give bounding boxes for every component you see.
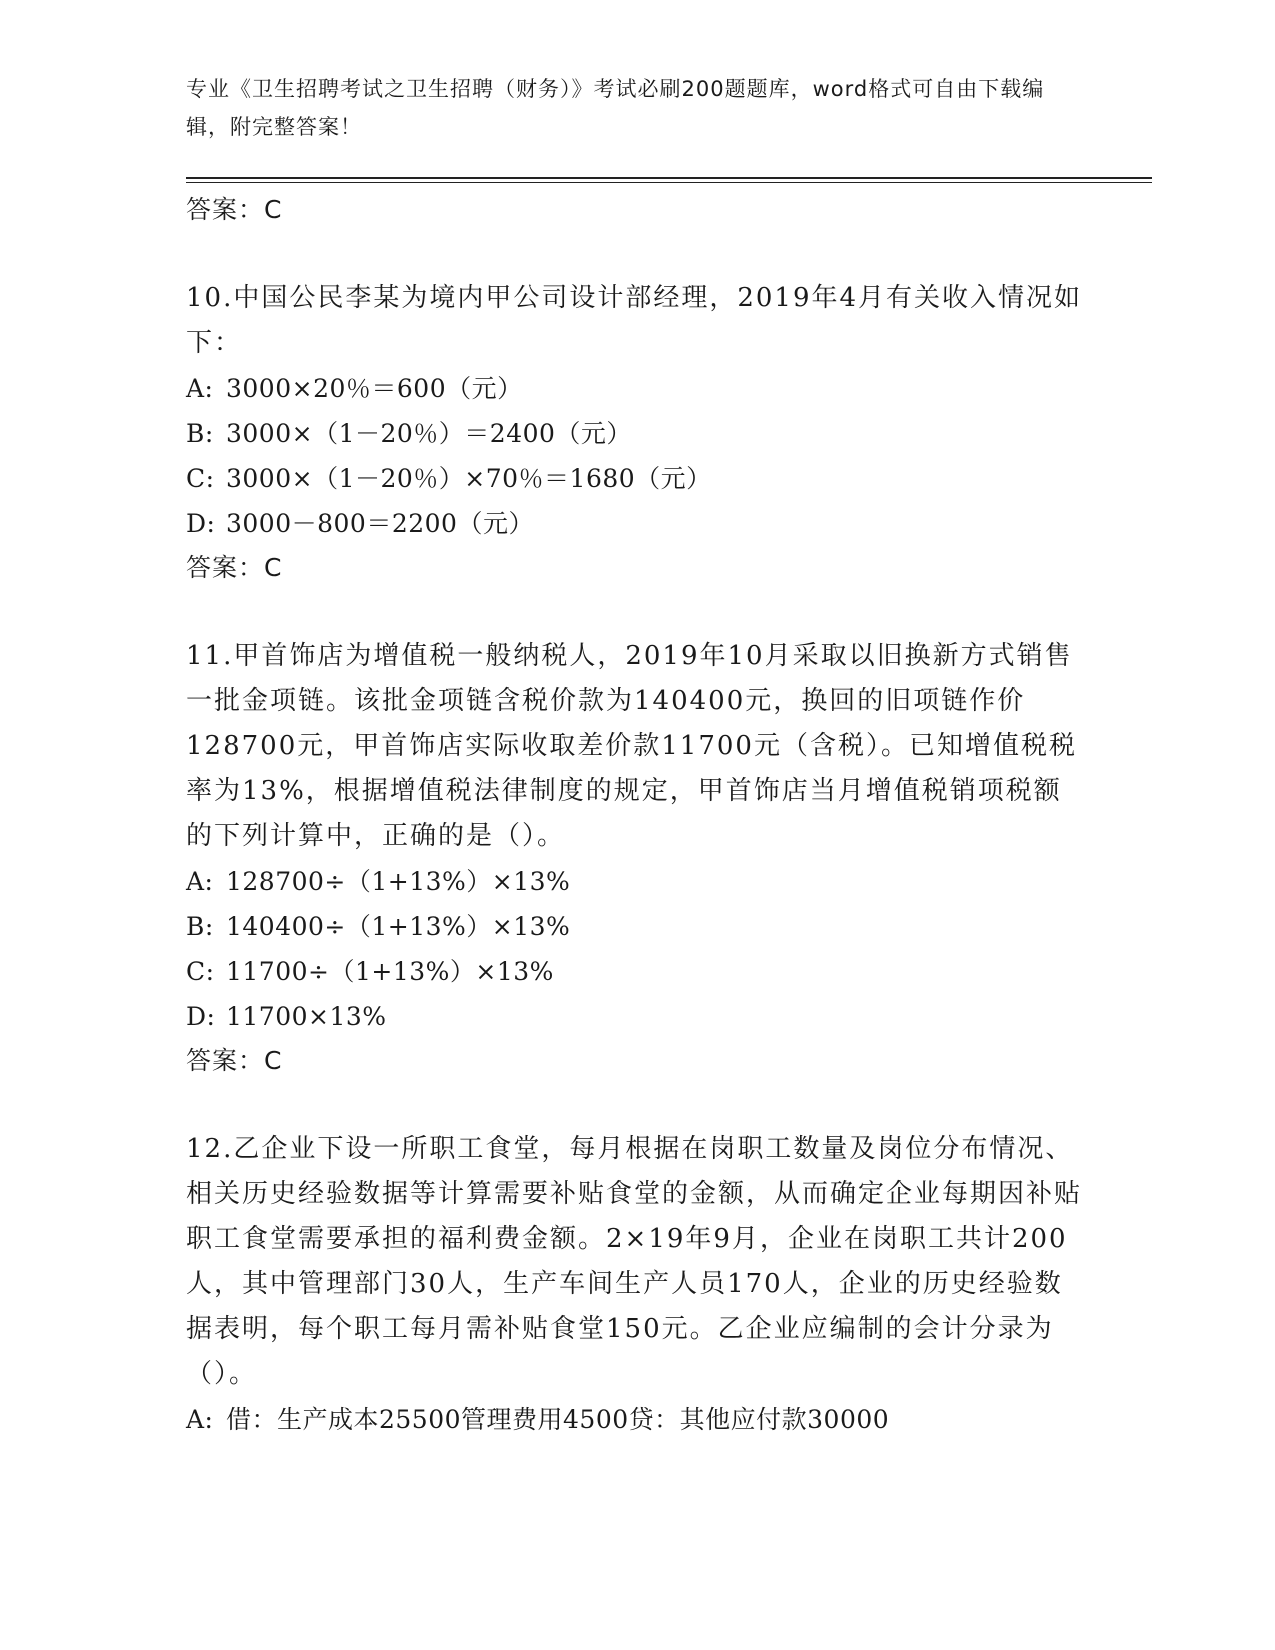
option-a bbox=[186, 1397, 1086, 1442]
document-body bbox=[186, 188, 1086, 1442]
document-header: 专业《卫生招聘考试之卫生招聘（财务）》考试必刷200题题库，word格式可自由下载编辑，附完整答案！ bbox=[186, 77, 1045, 139]
option-text: 借：生产成本25500管理费用4500贷：其他应付款30000 bbox=[226, 1405, 890, 1434]
question-stem: 11.甲首饰店为增值税一般纳税人，2019年10月采取以旧换新方式销售一批金项链。该批金项链含税价款为140400元，换回的旧项链作价128700元，甲首饰店实际收取差价款11700元（含税）。已知增值税税率为13%，根据增值税法律制度的规定，甲首饰店当月增值税销项税额的下列计算中，正确的是（）。 bbox=[186, 641, 1077, 851]
option-label: A: bbox=[186, 1405, 214, 1434]
question-11 bbox=[186, 634, 1086, 1083]
option-label: D: bbox=[186, 1002, 216, 1031]
question-12 bbox=[186, 1127, 1086, 1442]
option-d bbox=[186, 994, 1086, 1039]
option-text: 3000×（1－20％）×70％＝1680（元） bbox=[226, 464, 712, 493]
option-a bbox=[186, 366, 1086, 411]
option-b bbox=[186, 904, 1086, 949]
option-label: C: bbox=[186, 464, 215, 493]
option-label: B: bbox=[186, 912, 214, 941]
option-c bbox=[186, 949, 1086, 994]
answer-line: 答案：C bbox=[186, 1046, 283, 1075]
option-label: B: bbox=[186, 419, 214, 448]
option-label: D: bbox=[186, 509, 216, 538]
option-label: C: bbox=[186, 957, 215, 986]
previous-answer: 答案：C bbox=[186, 195, 283, 224]
option-label: A: bbox=[186, 867, 214, 896]
option-a bbox=[186, 859, 1086, 904]
option-text: 140400÷（1+13%）×13% bbox=[226, 912, 571, 941]
option-d bbox=[186, 501, 1086, 546]
option-label: A: bbox=[186, 374, 214, 403]
header-rule-thin bbox=[186, 182, 1152, 183]
option-text: 11700÷（1+13%）×13% bbox=[226, 957, 554, 986]
option-b bbox=[186, 411, 1086, 456]
option-text: 11700×13% bbox=[226, 1002, 387, 1031]
option-text: 128700÷（1+13%）×13% bbox=[226, 867, 571, 896]
option-text: 3000×20％＝600（元） bbox=[226, 374, 523, 403]
question-stem: 10.中国公民李某为境内甲公司设计部经理，2019年4月有关收入情况如下： bbox=[186, 283, 1083, 358]
header-rule-thick bbox=[186, 177, 1152, 179]
option-text: 3000－800＝2200（元） bbox=[226, 509, 534, 538]
question-stem: 12.乙企业下设一所职工食堂，每月根据在岗职工数量及岗位分布情况、相关历史经验数据等计算需要补贴食堂的金额，从而确定企业每期因补贴职工食堂需要承担的福利费金额。2×19年9月，企业在岗职工共计200人，其中管理部门30人，生产车间生产人员170人，企业的历史经验数据表明，每个职工每月需补贴食堂150元。乙企业应编制的会计分录为（）。 bbox=[186, 1134, 1083, 1389]
option-text: 3000×（1－20％）＝2400（元） bbox=[226, 419, 632, 448]
question-10 bbox=[186, 276, 1086, 590]
option-c bbox=[186, 456, 1086, 501]
answer-line: 答案：C bbox=[186, 553, 283, 582]
